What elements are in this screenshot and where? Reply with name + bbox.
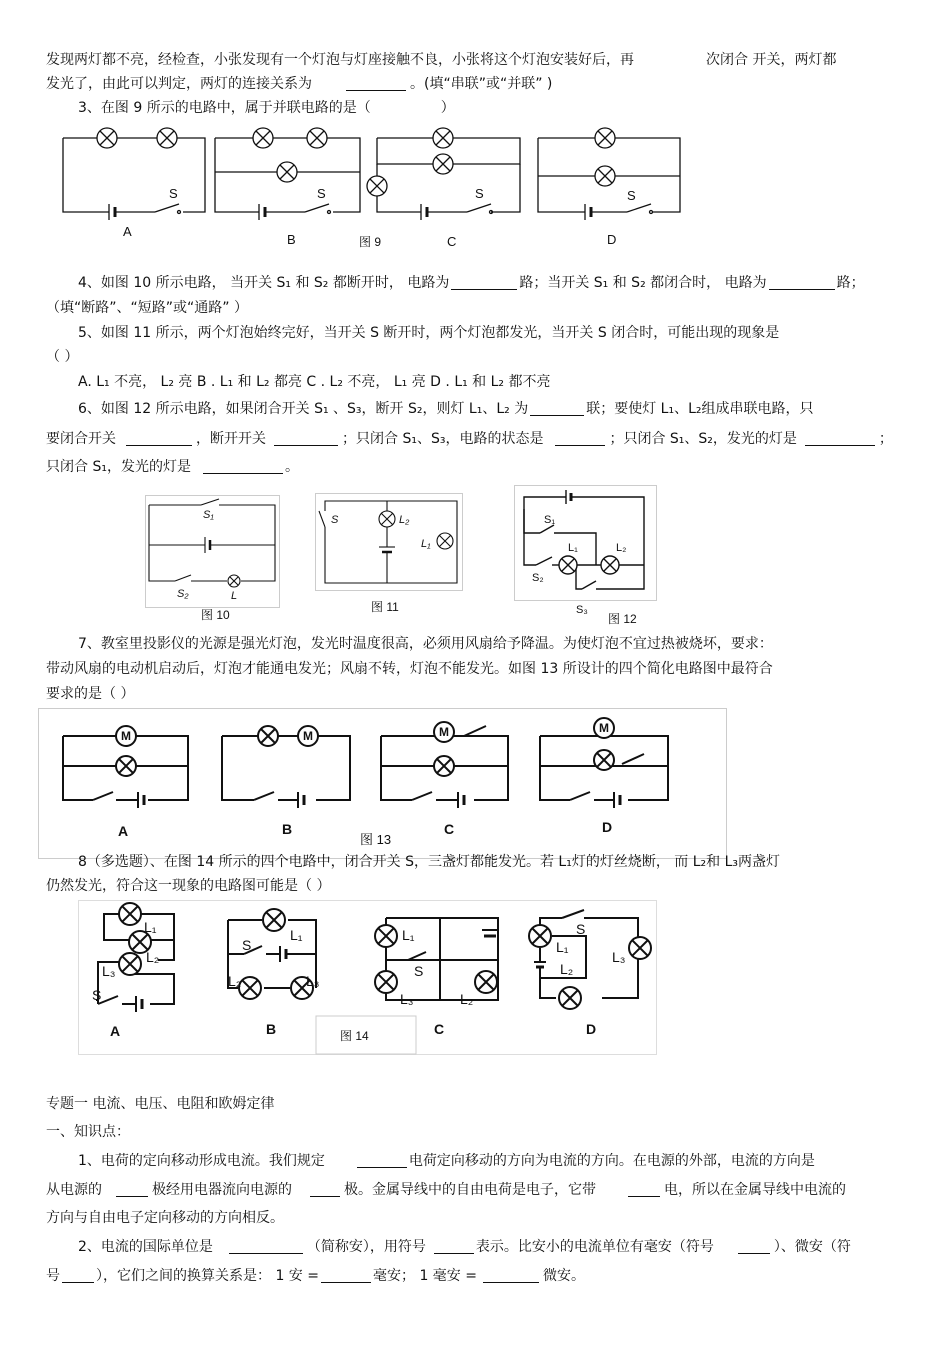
- fig9-label-a: A: [123, 224, 132, 239]
- lamp-label: L₃: [612, 949, 626, 965]
- switch-label: S: [92, 987, 102, 1003]
- figure-14: [78, 900, 658, 1056]
- figure-10: [145, 495, 280, 625]
- text-line: （填“断路”、“短路”或“通路” ）: [46, 300, 248, 316]
- text-line: （ ）: [46, 349, 79, 365]
- switch-label: S: [414, 963, 424, 979]
- text-line: 发现两灯都不亮，经检查，小张发现有一个灯泡与灯座接触不良，小张将这个灯泡安装好后，再 次闭合 开关，两灯都: [46, 52, 837, 68]
- switch-label: S: [475, 186, 484, 201]
- text-line: 6、如图 12 所示电路，如果闭合开关 S₁ 、S₃，断开 S₂，则灯 L₁、L₂ 为 联；要使灯 L₁、L₂组成串联电路，只: [78, 401, 814, 417]
- lamp-label: L₁: [402, 927, 415, 943]
- text-line: 要闭合开关 ，断开开关 ；只闭合 S₁、S₃，电路的状态是 ；只闭合 S₁、S₂，发光的灯是 ；: [46, 431, 893, 447]
- text-line: 发光了，由此可以判定，两灯的连接关系为 。(填“串联”或“并联” ): [46, 76, 553, 92]
- fig14-label-d: D: [586, 1021, 597, 1037]
- text-line: 8（多选题）、在图 14 所示的四个电路中，闭合开关 S，三盏灯都能发光。若 L₁灯的灯丝烧断， 而 L₂和 L₃两盏灯: [78, 854, 780, 870]
- lamp-label: L₁: [290, 927, 303, 943]
- fig14-label-a: A: [110, 1023, 121, 1039]
- switch-label: S: [242, 937, 252, 953]
- text-line: 3、在图 9 所示的电路中，属于并联电路的是（ ）: [78, 100, 455, 116]
- text-line: 1、电荷的定向移动形成电流。我们规定 电荷定向移动的方向为电流的方向。在电源的外部，电流的方向是: [78, 1153, 815, 1169]
- text-line: 只闭合 S₁，发光的灯是 。: [46, 459, 299, 475]
- figure-12: [514, 485, 659, 630]
- lamp-label: L₃: [306, 973, 320, 989]
- lamp-label: L₁: [421, 538, 431, 550]
- motor-label: M: [121, 729, 131, 743]
- switch-label: S₁: [203, 509, 214, 521]
- switch-label: S: [331, 514, 339, 526]
- section-title: 专题一 电流、电压、电阻和欧姆定律: [46, 1096, 275, 1112]
- motor-label: M: [599, 721, 609, 735]
- lamp-label: L₂: [399, 514, 410, 526]
- fig14-caption: 图 14: [340, 1029, 369, 1043]
- fig9-label-c: C: [447, 234, 457, 249]
- fig13-label-c: C: [444, 821, 455, 837]
- switch-label: S₃: [576, 604, 588, 616]
- fig14-label-c: C: [434, 1021, 445, 1037]
- lamp-label: L₂: [460, 991, 474, 1007]
- fig9-label-d: D: [607, 232, 617, 247]
- lamp-label: L₁: [568, 542, 578, 554]
- text-line: 仍然发光，符合这一现象的电路图可能是（ ）: [46, 878, 331, 894]
- lamp-label: L₁: [556, 939, 569, 955]
- fig14-label-b: B: [266, 1021, 277, 1037]
- switch-label: S: [169, 186, 178, 201]
- fig9-caption: 图 9: [359, 235, 382, 249]
- fig9-label-b: B: [287, 232, 296, 247]
- lamp-label: L₂: [146, 949, 160, 965]
- switch-label: S: [576, 921, 586, 937]
- text-line: 4、如图 10 所示电路， 当开关 S₁ 和 S₂ 都断开时， 电路为 路；当开关 S₁ 和 S₂ 都闭合时， 电路为 路；: [78, 275, 865, 291]
- fig13-label-d: D: [602, 819, 613, 835]
- lamp-label: L₃: [102, 963, 116, 979]
- switch-label: S₁: [544, 514, 556, 526]
- figure-11: [315, 493, 465, 618]
- text-line: 2、电流的国际单位是 （简称安），用符号 表示。比安小的电流单位有毫安（符号 ）、微安（符: [78, 1239, 851, 1255]
- text-line: 方向与自由电子定向移动的方向相反。: [46, 1210, 284, 1226]
- fig11-caption: 图 11: [371, 600, 399, 614]
- lamp-label: L₂: [228, 973, 242, 989]
- fig13-caption: 图 13: [360, 832, 392, 847]
- switch-label: S: [627, 188, 636, 203]
- section-subtitle: 一、知识点：: [46, 1124, 130, 1140]
- lamp-label: L: [231, 590, 238, 602]
- lamp-label: L₁: [144, 919, 157, 935]
- motor-label: M: [303, 729, 313, 743]
- switch-label: S₂: [177, 588, 189, 600]
- text-line: 要求的是（ ）: [46, 686, 135, 702]
- fig12-caption: 图 12: [608, 612, 637, 626]
- fig13-label-a: A: [118, 823, 129, 839]
- switch-label: S: [317, 186, 326, 201]
- lamp-label: L₃: [400, 991, 414, 1007]
- figure-9: [55, 120, 695, 252]
- text-line: 带动风扇的电动机启动后，灯泡才能通电发光；风扇不转，灯泡不能发光。如图 13 所设计的四个简化电路图中最符合: [46, 661, 773, 677]
- text-line: 从电源的 极经用电器流向电源的 极。金属导线中的自由电荷是电子，它带 电，所以在金属导线中电流的: [46, 1182, 846, 1198]
- lamp-label: L₂: [560, 961, 574, 977]
- fig13-label-b: B: [282, 821, 293, 837]
- text-line: 号 ），它们之间的换算关系是： 1 安 = 毫安； 1 毫安 = 微安。: [46, 1268, 585, 1284]
- figure-13: [38, 708, 728, 860]
- text-line: 7、教室里投影仪的光源是强光灯泡，发光时温度很高，必须用风扇给予降温。为使灯泡不宜过热被烧坏，要求：: [78, 636, 773, 652]
- fig10-caption: 图 10: [201, 608, 230, 622]
- text-line: 5、如图 11 所示，两个灯泡始终完好，当开关 S 断开时，两个灯泡都发光，当开关 S 闭合时，可能出现的现象是: [78, 325, 780, 341]
- lamp-label: L₂: [616, 542, 627, 554]
- switch-label: S₂: [532, 572, 544, 584]
- text-line: A. L₁ 不亮， L₂ 亮 B . L₁ 和 L₂ 都亮 C . L₂ 不亮， L₁ 亮 D . L₁ 和 L₂ 都不亮: [78, 374, 551, 390]
- motor-label: M: [439, 725, 449, 739]
